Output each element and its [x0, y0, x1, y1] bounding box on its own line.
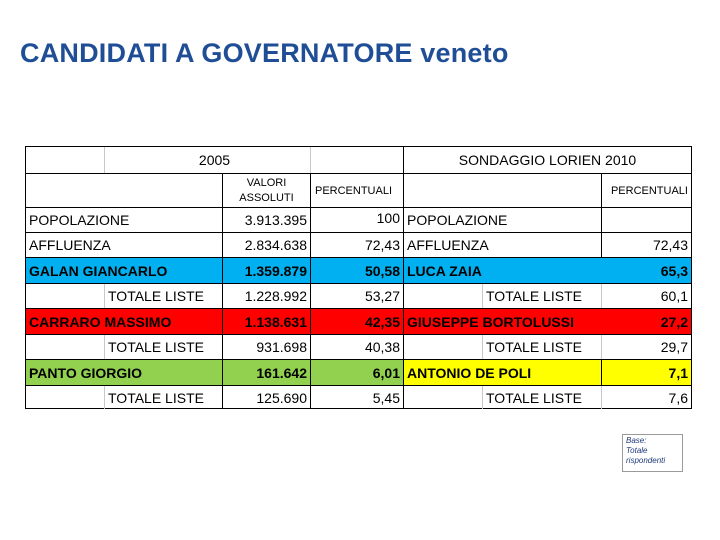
- label2010-totale-liste-bortolussi: TOTALE LISTE: [486, 339, 582, 355]
- abs-affluenza: 2.834.638: [244, 237, 307, 253]
- header-percentuali-2005: PERCENTUALI: [315, 184, 393, 197]
- pct-totale-liste-carraro: 40,38: [364, 339, 400, 355]
- header-sondaggio: SONDAGGIO LORIEN 2010: [458, 152, 637, 168]
- pct2010-affluenza: 72,43: [652, 237, 688, 253]
- results-table: [25, 146, 692, 409]
- pct-totale-liste-galan: 53,27: [364, 288, 400, 304]
- label2010-zaia: LUCA ZAIA: [407, 262, 482, 279]
- label-popolazione: POPOLAZIONE: [29, 212, 130, 228]
- base-note-line-1: Base:: [626, 436, 647, 445]
- base-note-line-2: Totale: [626, 446, 648, 455]
- pct-carraro: 42,35: [364, 313, 400, 330]
- pct-affluenza: 72,43: [364, 237, 400, 253]
- pct-panto: 6,01: [372, 364, 400, 381]
- pct-popolazione: 100: [376, 210, 400, 226]
- label2010-totale-liste-zaia: TOTALE LISTE: [486, 288, 582, 304]
- abs-popolazione: 3.913.395: [244, 212, 307, 228]
- abs-carraro: 1.138.631: [244, 313, 307, 330]
- header-percentuali-2010: PERCENTUALI: [610, 184, 688, 197]
- pct2010-totale-liste-de-poli: 7,6: [668, 389, 688, 406]
- base-note: [622, 434, 683, 472]
- abs-totale-liste-galan: 1.228.992: [244, 288, 307, 304]
- valori-line-2: ASSOLUTI: [239, 191, 294, 204]
- pct-galan: 50,58: [364, 262, 400, 279]
- pct2010-bortolussi: 27,2: [660, 313, 688, 330]
- slide-title: CANDIDATI A GOVERNATORE veneto: [20, 38, 509, 68]
- label-panto: PANTO GIORGIO: [29, 364, 143, 381]
- pct2010-de-poli: 7,1: [668, 364, 688, 381]
- label2010-affluenza: AFFLUENZA: [407, 237, 489, 253]
- abs-galan: 1.359.879: [244, 262, 307, 279]
- pct-totale-liste-panto: 5,45: [372, 389, 400, 406]
- label2010-popolazione: POPOLAZIONE: [407, 212, 508, 228]
- label-affluenza: AFFLUENZA: [29, 237, 111, 253]
- label2010-totale-liste-de-poli: TOTALE LISTE: [486, 389, 582, 406]
- header-valori-assoluti: [223, 174, 310, 207]
- pct2010-totale-liste-bortolussi: 29,7: [660, 339, 688, 355]
- pct2010-zaia: 65,3: [660, 262, 688, 279]
- pct2010-totale-liste-zaia: 60,1: [660, 288, 688, 304]
- label-totale-liste-panto: TOTALE LISTE: [108, 389, 204, 406]
- abs-totale-liste-panto: 125.690: [256, 389, 307, 406]
- label-totale-liste-galan: TOTALE LISTE: [108, 288, 204, 304]
- label2010-de-poli: ANTONIO DE POLI: [407, 364, 532, 381]
- header-2005: 2005: [198, 152, 231, 168]
- base-note-line-3: rispondenti: [626, 456, 666, 465]
- label-galan: GALAN GIANCARLO: [29, 262, 168, 279]
- abs-panto: 161.642: [256, 364, 307, 381]
- pct2010-popolazione: [602, 208, 691, 232]
- label-carraro: CARRARO MASSIMO: [29, 313, 172, 330]
- label-totale-liste-carraro: TOTALE LISTE: [108, 339, 204, 355]
- abs-totale-liste-carraro: 931.698: [256, 339, 307, 355]
- valori-line-1: VALORI: [246, 176, 287, 189]
- label2010-bortolussi: GIUSEPPE BORTOLUSSI: [407, 313, 574, 330]
